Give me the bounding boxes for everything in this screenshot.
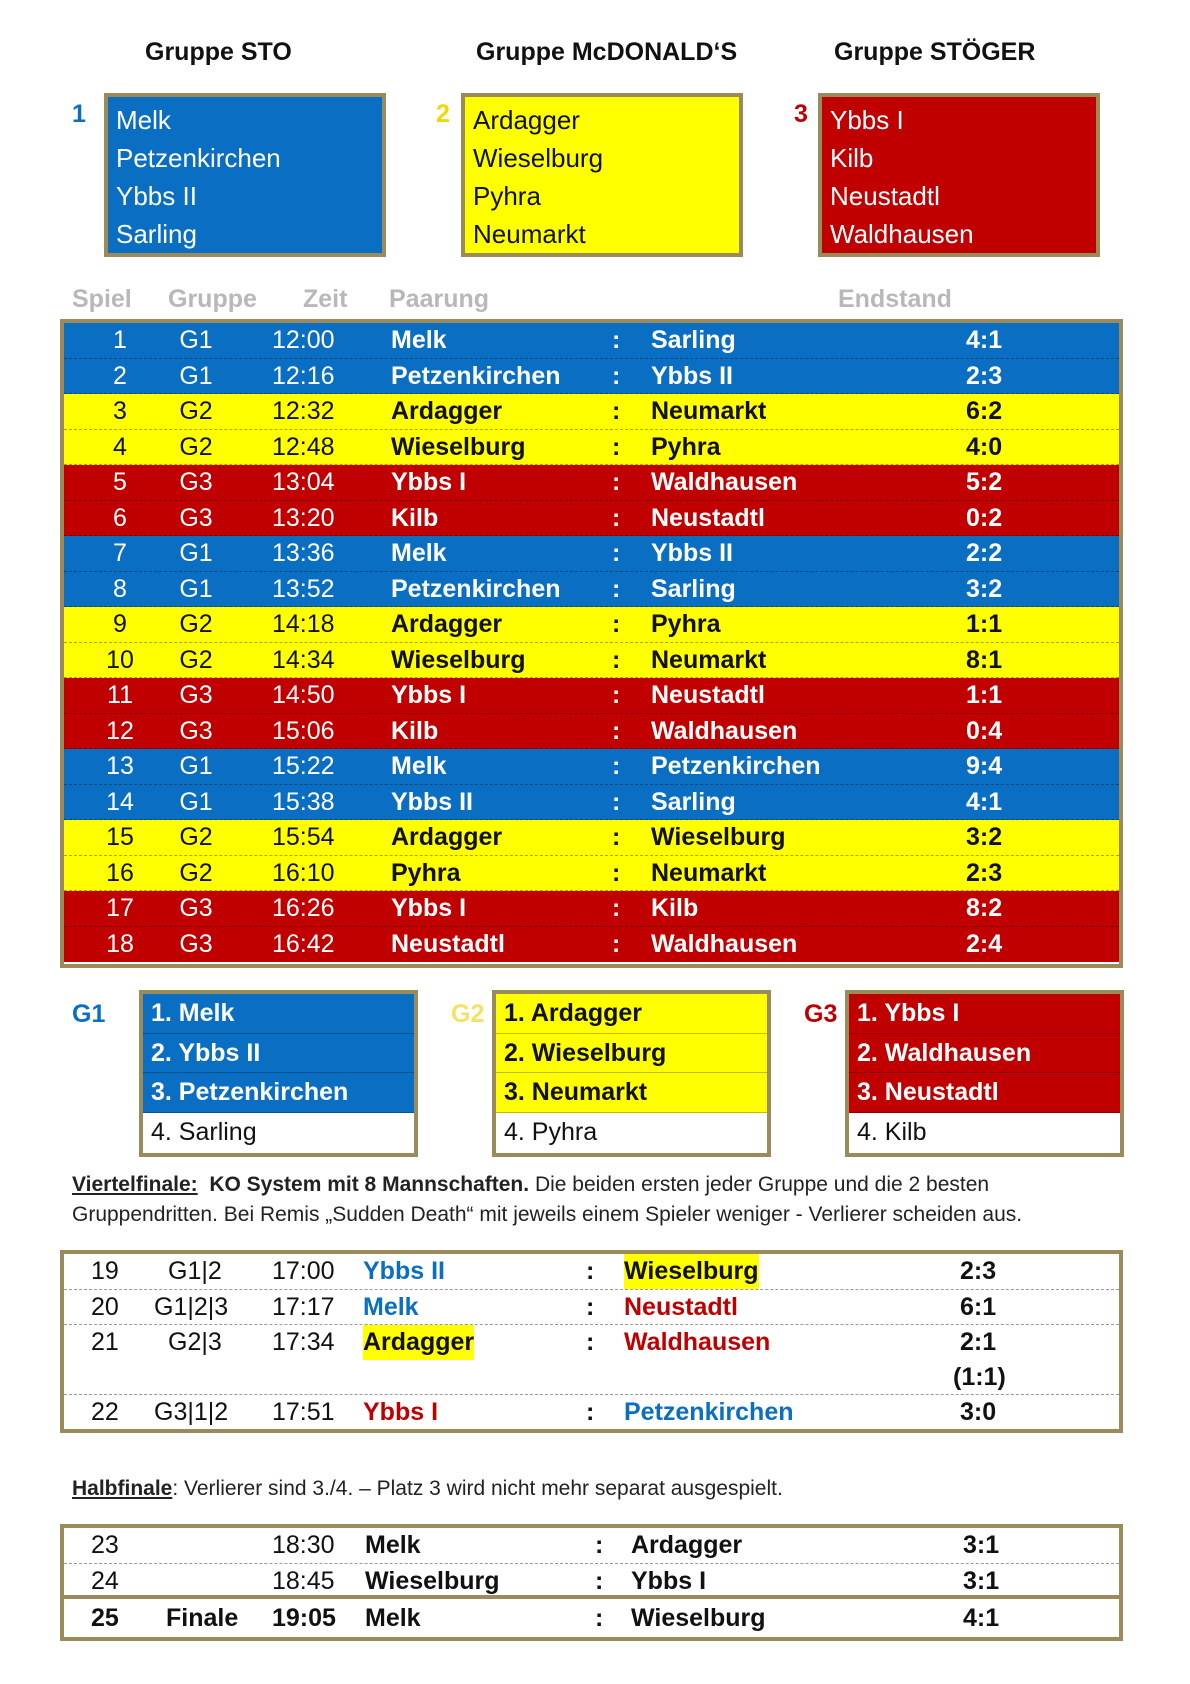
- standings-label-g2: G2: [451, 1000, 485, 1028]
- match-sep: :: [612, 681, 621, 709]
- standings-row: 4. Kilb: [849, 1113, 1120, 1153]
- header-gruppe: Gruppe: [168, 285, 257, 313]
- match-score: 3:0: [960, 1398, 997, 1426]
- group-2-team: Ardagger: [473, 105, 580, 135]
- match-time: 17:00: [272, 1257, 335, 1285]
- match-row: [64, 359, 1119, 395]
- match-grp: G1: [179, 787, 213, 816]
- standings-g1: [139, 990, 418, 1157]
- match-time: 13:36: [272, 539, 335, 567]
- match-home: Ybbs I: [391, 894, 467, 922]
- match-grp: G1: [179, 574, 213, 603]
- match-away: Neustadtl: [651, 681, 765, 709]
- match-score: 8:2: [966, 894, 1003, 922]
- match-row: [64, 607, 1119, 643]
- group-1-team: Ybbs II: [116, 181, 197, 211]
- match-separator: :: [595, 1604, 604, 1632]
- match-row: [64, 536, 1119, 572]
- match-score: 2:2: [966, 539, 1003, 567]
- match-row: [64, 643, 1119, 679]
- header-endstand: Endstand: [838, 285, 952, 313]
- match-time: 13:52: [272, 574, 335, 603]
- standings-row: 2. Ybbs II: [143, 1034, 414, 1074]
- match-number: 23: [91, 1531, 119, 1559]
- match-score: 0:2: [966, 503, 1003, 532]
- match-grp: G1: [179, 326, 213, 354]
- standings-row: 2. Wieselburg: [496, 1034, 767, 1074]
- match-home: Kilb: [391, 503, 439, 532]
- match-nr: 18: [106, 929, 134, 958]
- match-row: [64, 785, 1119, 821]
- match-score: 8:1: [966, 645, 1003, 674]
- match-home-team: Ybbs I: [363, 1398, 439, 1426]
- match-home: Ardagger: [391, 610, 503, 638]
- match-home-team: Ybbs II: [363, 1257, 445, 1285]
- match-home: Petzenkirchen: [391, 574, 561, 603]
- match-home: Kilb: [391, 716, 439, 745]
- standings-row: 4. Pyhra: [496, 1113, 767, 1153]
- match-away-team: Waldhausen: [624, 1328, 771, 1356]
- match-time: 18:45: [272, 1566, 335, 1595]
- match-home: Pyhra: [391, 858, 461, 887]
- match-away: Ybbs II: [651, 361, 733, 390]
- group-1-team: Sarling: [116, 219, 197, 249]
- match-grp: G3: [179, 681, 213, 709]
- match-time: 14:50: [272, 681, 335, 709]
- match-home: Melk: [391, 326, 447, 354]
- match-home: Ardagger: [391, 397, 503, 425]
- match-sep: :: [612, 326, 621, 354]
- viertelfinale-table: [60, 1250, 1123, 1433]
- halbfinale-table: [60, 1524, 1123, 1641]
- match-number: 21: [91, 1328, 119, 1356]
- match-time: 17:51: [272, 1398, 335, 1426]
- match-away: Kilb: [651, 894, 699, 922]
- match-sep: :: [612, 503, 621, 532]
- match-home: Petzenkirchen: [391, 361, 561, 390]
- halbfinale-description: [72, 1474, 783, 1504]
- match-score: 2:1: [960, 1328, 997, 1356]
- match-grp: G1: [179, 361, 213, 390]
- group-number-2: 2: [436, 100, 450, 128]
- match-sep: :: [612, 397, 621, 425]
- match-nr: 11: [107, 681, 133, 709]
- match-number: 24: [91, 1566, 119, 1595]
- match-row: [64, 891, 1119, 927]
- match-away: Neumarkt: [651, 645, 767, 674]
- match-away: Waldhausen: [651, 929, 798, 958]
- match-sep: :: [612, 752, 621, 780]
- match-score-detail: (1:1): [953, 1363, 1006, 1391]
- match-nr: 4: [113, 432, 127, 461]
- match-away: Neustadtl: [651, 503, 765, 532]
- group-2-team: Neumarkt: [473, 219, 586, 249]
- match-row: [64, 714, 1119, 750]
- match-home: Melk: [391, 752, 447, 780]
- match-grp: G3: [179, 894, 213, 922]
- group-title-2: Gruppe McDONALD‘S: [476, 38, 738, 66]
- group-title-3: Gruppe STÖGER: [834, 38, 1036, 66]
- match-nr: 1: [113, 326, 127, 354]
- match-home-team: Melk: [363, 1292, 419, 1321]
- match-time: 15:54: [272, 823, 335, 851]
- match-number: 25: [91, 1604, 119, 1632]
- header-paarung: Paarung: [389, 285, 490, 313]
- group-box-3: [818, 93, 1100, 257]
- match-grp: G1: [179, 539, 213, 567]
- group-3-team: Kilb: [830, 143, 874, 173]
- match-home-team: Wieselburg: [365, 1566, 500, 1595]
- match-time: 12:16: [272, 361, 335, 390]
- match-home: Ybbs I: [391, 468, 467, 496]
- match-group: G2|3: [168, 1328, 222, 1356]
- match-separator: :: [586, 1398, 595, 1426]
- match-away-team: Wieselburg: [631, 1604, 766, 1632]
- standings-row: 4. Sarling: [143, 1113, 414, 1153]
- match-nr: 7: [113, 539, 127, 567]
- match-away: Sarling: [651, 787, 736, 816]
- match-grp: G2: [179, 823, 213, 851]
- match-score: 1:1: [966, 681, 1003, 709]
- viertelfinale-text-2: Gruppendritten. Bei Remis „Sudden Death“ mit jeweils einem Spieler weniger - Verlierer scheiden aus.: [72, 1203, 1023, 1226]
- group-3-team: Ybbs I: [830, 105, 904, 135]
- match-time: 15:38: [272, 787, 335, 816]
- viertelfinale-text-1: Die beiden ersten jeder Gruppe und die 2 besten: [534, 1173, 990, 1196]
- match-grp: G2: [179, 397, 213, 425]
- match-score: 4:1: [966, 326, 1003, 354]
- match-separator: :: [595, 1566, 604, 1595]
- match-group: G1|2: [168, 1257, 222, 1285]
- match-group: G1|2|3: [154, 1292, 229, 1321]
- match-time: 12:48: [272, 432, 335, 461]
- match-away-team: Ybbs I: [631, 1566, 707, 1595]
- match-away-team: Wieselburg: [624, 1254, 759, 1289]
- match-sep: :: [612, 716, 621, 745]
- match-nr: 6: [113, 503, 127, 532]
- group-2-team: Wieselburg: [473, 143, 604, 173]
- match-score: 2:3: [960, 1257, 997, 1285]
- standings-row: 3. Neumarkt: [496, 1073, 767, 1113]
- group-box-1: [104, 93, 386, 257]
- match-sep: :: [612, 539, 621, 567]
- match-score: 3:1: [963, 1531, 1000, 1559]
- match-time: 13:04: [272, 468, 335, 496]
- match-home-team: Melk: [365, 1531, 421, 1559]
- match-sep: :: [612, 432, 621, 461]
- match-home-team: Ardagger: [363, 1325, 474, 1360]
- final-match-row: [64, 1599, 1119, 1637]
- match-grp: G2: [179, 610, 213, 638]
- match-sep: :: [612, 823, 621, 851]
- match-row: [64, 323, 1119, 359]
- match-row: [64, 927, 1119, 963]
- group-title-1: Gruppe STO: [145, 38, 292, 66]
- match-nr: 13: [106, 752, 134, 780]
- match-group: Finale: [166, 1604, 239, 1632]
- match-nr: 14: [106, 787, 134, 816]
- ko-match-row: [64, 1564, 1119, 1600]
- match-score: 1:1: [966, 610, 1003, 638]
- match-row: [64, 678, 1119, 714]
- match-nr: 8: [113, 574, 127, 603]
- match-score: 0:4: [966, 716, 1003, 745]
- match-home: Neustadtl: [391, 929, 505, 958]
- standings-row: 2. Waldhausen: [849, 1034, 1120, 1074]
- halbfinale-text: : Verlierer sind 3./4. – Platz 3 wird nicht mehr separat ausgespielt.: [172, 1477, 783, 1500]
- match-time: 16:10: [272, 858, 335, 887]
- match-separator: :: [586, 1292, 595, 1321]
- match-home: Ybbs II: [391, 787, 473, 816]
- match-time: 12:00: [272, 326, 335, 354]
- match-sep: :: [612, 610, 621, 638]
- match-sep: :: [612, 574, 621, 603]
- match-time: 17:17: [272, 1292, 335, 1321]
- match-home: Ardagger: [391, 823, 503, 851]
- match-time: 16:26: [272, 894, 335, 922]
- match-nr: 10: [106, 645, 134, 674]
- match-away: Petzenkirchen: [651, 752, 821, 780]
- match-row: [64, 856, 1119, 892]
- match-grp: G1: [179, 752, 213, 780]
- match-grp: G3: [179, 716, 213, 745]
- match-home: Melk: [391, 539, 447, 567]
- match-nr: 2: [113, 361, 127, 390]
- match-row: [64, 465, 1119, 501]
- match-away-team: Ardagger: [631, 1531, 743, 1559]
- match-away: Sarling: [651, 326, 736, 354]
- standings-row: 3. Neustadtl: [849, 1073, 1120, 1113]
- match-score: 3:2: [966, 823, 1003, 851]
- group-3-team: Neustadtl: [830, 181, 940, 211]
- match-away: Waldhausen: [651, 468, 798, 496]
- match-row: [64, 572, 1119, 608]
- match-time: 16:42: [272, 929, 335, 958]
- match-home: Wieselburg: [391, 645, 526, 674]
- match-score: 9:4: [966, 752, 1003, 780]
- match-sep: :: [612, 929, 621, 958]
- viertelfinale-description: [72, 1170, 1132, 1230]
- standings-row: 1. Ybbs I: [849, 994, 1120, 1034]
- match-time: 14:34: [272, 645, 335, 674]
- header-zeit: Zeit: [303, 285, 348, 313]
- match-home-team: Melk: [365, 1604, 421, 1632]
- match-nr: 3: [113, 397, 127, 425]
- match-grp: G3: [179, 929, 213, 958]
- ko-match-row: [64, 1254, 1119, 1290]
- match-time: 15:22: [272, 752, 335, 780]
- match-number: 19: [91, 1257, 119, 1285]
- match-number: 22: [91, 1398, 119, 1426]
- match-away: Pyhra: [651, 610, 721, 638]
- match-score: 3:2: [966, 574, 1003, 603]
- match-score: 4:0: [966, 432, 1003, 461]
- group-number-3: 3: [794, 100, 808, 128]
- match-home: Ybbs I: [391, 681, 467, 709]
- match-grp: G2: [179, 645, 213, 674]
- ko-match-row: [64, 1528, 1119, 1564]
- match-away: Ybbs II: [651, 539, 733, 567]
- match-score: 2:3: [966, 361, 1003, 390]
- match-separator: :: [586, 1257, 595, 1285]
- match-score: 2:4: [966, 929, 1003, 958]
- match-grp: G2: [179, 432, 213, 461]
- ko-match-row: [64, 1395, 1119, 1431]
- viertelfinale-bold-text: KO System mit 8 Mannschaften.: [209, 1173, 530, 1196]
- viertelfinale-heading: Viertelfinale:: [72, 1173, 198, 1196]
- match-time: 12:32: [272, 397, 335, 425]
- match-sep: :: [612, 858, 621, 887]
- match-away: Waldhausen: [651, 716, 798, 745]
- match-score: 2:3: [966, 858, 1003, 887]
- standings-g2: [492, 990, 771, 1157]
- match-away: Neumarkt: [651, 397, 767, 425]
- group-1-team: Melk: [116, 105, 171, 135]
- match-sep: :: [612, 468, 621, 496]
- match-nr: 16: [106, 858, 134, 887]
- group-3-team: Waldhausen: [830, 219, 974, 249]
- standings-g3: [845, 990, 1124, 1157]
- match-away: Wieselburg: [651, 823, 786, 851]
- match-group: G3|1|2: [154, 1398, 229, 1426]
- match-number: 20: [91, 1292, 119, 1321]
- ko-match-row: [64, 1290, 1119, 1326]
- match-nr: 15: [106, 823, 134, 851]
- match-sep: :: [612, 787, 621, 816]
- group-number-1: 1: [72, 100, 86, 128]
- group-box-2: [461, 93, 743, 257]
- standings-row: 1. Ardagger: [496, 994, 767, 1034]
- match-score: 4:1: [966, 787, 1003, 816]
- standings-row: 1. Melk: [143, 994, 414, 1034]
- match-away-team: Petzenkirchen: [624, 1398, 794, 1426]
- match-sep: :: [612, 894, 621, 922]
- match-away: Neumarkt: [651, 858, 767, 887]
- match-nr: 12: [106, 716, 134, 745]
- group-match-table: [60, 319, 1123, 968]
- match-away: Sarling: [651, 574, 736, 603]
- match-time: 14:18: [272, 610, 335, 638]
- standings-label-g1: G1: [72, 1000, 106, 1028]
- match-row: [64, 501, 1119, 537]
- match-sep: :: [612, 361, 621, 390]
- group-1-team: Petzenkirchen: [116, 143, 281, 173]
- match-score: 4:1: [963, 1604, 1000, 1632]
- standings-label-g3: G3: [804, 1000, 838, 1028]
- ko-match-row: [64, 1325, 1119, 1395]
- match-time: 19:05: [272, 1604, 336, 1632]
- match-score: 6:2: [966, 397, 1003, 425]
- match-grp: G3: [179, 468, 213, 496]
- match-row: [64, 394, 1119, 430]
- match-away: Pyhra: [651, 432, 721, 461]
- halbfinale-heading: Halbfinale: [72, 1477, 173, 1500]
- match-score: 5:2: [966, 468, 1003, 496]
- match-sep: :: [612, 645, 621, 674]
- match-nr: 17: [106, 894, 134, 922]
- match-time: 15:06: [272, 716, 335, 745]
- match-separator: :: [595, 1531, 604, 1559]
- match-nr: 9: [113, 610, 127, 638]
- match-row: [64, 749, 1119, 785]
- standings-row: 3. Petzenkirchen: [143, 1073, 414, 1113]
- match-row: [64, 820, 1119, 856]
- match-time: 18:30: [272, 1531, 335, 1559]
- match-score: 3:1: [963, 1566, 1000, 1595]
- match-time: 17:34: [272, 1328, 335, 1356]
- match-grp: G2: [179, 858, 213, 887]
- match-separator: :: [586, 1328, 595, 1356]
- group-2-team: Pyhra: [473, 181, 541, 211]
- match-score: 6:1: [960, 1292, 997, 1321]
- match-row: [64, 430, 1119, 466]
- match-nr: 5: [113, 468, 127, 496]
- match-away-team: Neustadtl: [624, 1292, 738, 1321]
- match-grp: G3: [179, 503, 213, 532]
- match-home: Wieselburg: [391, 432, 526, 461]
- match-time: 13:20: [272, 503, 335, 532]
- header-spiel: Spiel: [72, 285, 132, 313]
